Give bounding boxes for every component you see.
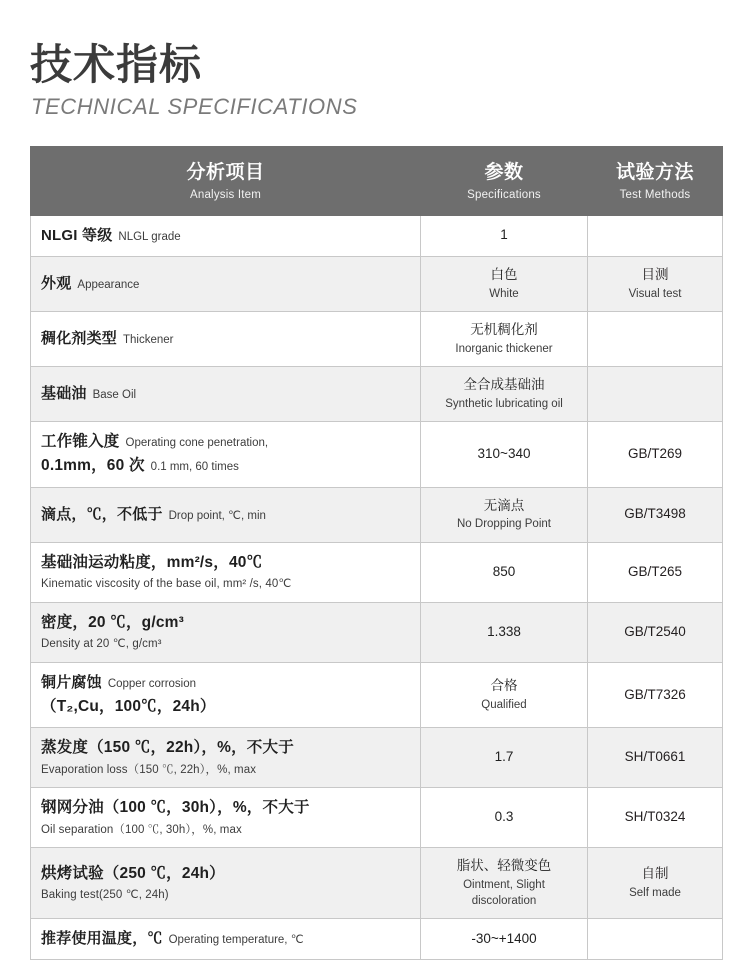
item-label-zh: 推荐使用温度，℃ [41, 930, 163, 948]
table-row [31, 421, 723, 487]
method-zh: GB/T3498 [624, 506, 686, 522]
table-row [31, 542, 723, 602]
cell-test-method [588, 788, 723, 848]
item-label-en: Operating temperature, ℃ [168, 934, 304, 947]
table-row [31, 311, 723, 366]
cell-test-method [588, 311, 723, 366]
value-en: Inorganic thickener [455, 342, 553, 355]
cell-test-method [588, 542, 723, 602]
item-label-zh: 烘烤试验（250 ℃，24h） [41, 864, 225, 882]
cell-test-method [588, 215, 723, 256]
page-title-zh: 技术指标 [30, 41, 203, 88]
value-number: -30~+1400 [471, 930, 537, 946]
cell-test-method [588, 848, 723, 919]
method-zh: 自制 [641, 866, 669, 882]
method-en: Visual test [628, 287, 682, 300]
cell-analysis-item [31, 542, 421, 602]
cell-specification [421, 788, 588, 848]
method-zh: GB/T7326 [624, 686, 686, 702]
cell-test-method [588, 602, 723, 662]
cell-test-method [588, 919, 723, 960]
table-row [31, 848, 723, 919]
item-label-zh: 铜片腐蚀 [41, 673, 102, 691]
value-zh: 脂状、轻微变色 [456, 858, 552, 874]
value-number: 0.3 [494, 809, 514, 825]
value-en: No Dropping Point [457, 518, 551, 531]
method-en: Self made [629, 887, 681, 900]
column-header-zh: 试验方法 [615, 162, 694, 184]
cell-specification [421, 487, 588, 542]
item-label-zh: 密度，20 ℃，g/cm³ [41, 613, 184, 631]
cell-specification [421, 602, 588, 662]
item-label-zh: 蒸发度（150 ℃，22h），%，不大于 [41, 739, 294, 757]
item-label-en: Baking test(250 ℃, 24h) [41, 889, 169, 902]
cell-analysis-item [31, 919, 421, 960]
item-label-en-line2: 0.1 mm, 60 times [150, 461, 239, 474]
value-en: Synthetic lubricating oil [445, 397, 563, 410]
page-title-en: TECHNICAL SPECIFICATIONS [31, 94, 358, 120]
table-row [31, 256, 723, 311]
table-row [31, 728, 723, 788]
item-label-en: Evaporation loss（150 ℃, 22h），%, max [41, 763, 257, 776]
cell-test-method [588, 421, 723, 487]
cell-specification [421, 542, 588, 602]
item-label-en: Density at 20 ℃, g/cm³ [41, 638, 162, 651]
cell-test-method [588, 487, 723, 542]
cell-test-method [588, 662, 723, 727]
value-en: White [489, 287, 519, 300]
cell-test-method [588, 256, 723, 311]
table-row [31, 215, 723, 256]
item-label-en: Thickener [123, 333, 174, 346]
item-label-en: Oil separation（100 ℃, 30h），%, max [41, 823, 242, 836]
table-row [31, 602, 723, 662]
cell-analysis-item [31, 366, 421, 421]
value-number: 1 [500, 227, 508, 243]
item-label-zh: NLGI 等级 [41, 226, 113, 244]
method-zh: GB/T265 [627, 563, 683, 579]
item-label-zh: 滴点，℃，不低于 [41, 505, 163, 523]
cell-specification [421, 215, 588, 256]
item-label-en: Base Oil [92, 388, 137, 401]
cell-specification [421, 919, 588, 960]
cell-analysis-item [31, 602, 421, 662]
item-label-zh: 稠化剂类型 [41, 329, 118, 347]
item-label-zh: 外观 [41, 274, 72, 292]
column-header-test-methods [588, 147, 723, 216]
cell-analysis-item [31, 728, 421, 788]
table-header-row [31, 147, 723, 216]
cell-analysis-item [31, 487, 421, 542]
table-row [31, 487, 723, 542]
table-row [31, 366, 723, 421]
column-header-en: Test Methods [619, 188, 691, 201]
method-zh: GB/T2540 [624, 623, 686, 639]
method-zh: GB/T269 [627, 445, 683, 461]
table-row [31, 662, 723, 727]
item-label-zh: 基础油运动粘度，mm²/s，40℃ [41, 553, 263, 571]
column-header-en: Specifications [467, 188, 541, 201]
item-label-en: NLGL grade [118, 230, 181, 243]
column-header-en: Analysis Item [190, 188, 261, 201]
column-header-zh: 参数 [484, 162, 524, 184]
cell-specification [421, 256, 588, 311]
table-row [31, 788, 723, 848]
item-label-zh: 钢网分油（100 ℃，30h），%，不大于 [41, 799, 310, 817]
item-label-zh-line2: （T₂,Cu，100℃，24h） [41, 697, 216, 715]
item-label-en: Appearance [77, 278, 140, 291]
method-zh: SH/T0324 [624, 809, 686, 825]
item-label-en: Drop point, ℃, min [168, 509, 266, 522]
value-number: 1.7 [494, 749, 514, 765]
column-header-specifications [421, 147, 588, 216]
value-zh: 全合成基础油 [463, 376, 545, 392]
cell-test-method [588, 366, 723, 421]
value-en: Qualified [481, 698, 527, 711]
cell-specification [421, 311, 588, 366]
table-row [31, 919, 723, 960]
item-label-en: Kinematic viscosity of the base oil, mm² /s, 40℃ [41, 578, 292, 591]
cell-analysis-item [31, 215, 421, 256]
cell-specification [421, 421, 588, 487]
column-header-analysis-item [31, 147, 421, 216]
value-zh: 合格 [490, 677, 518, 693]
value-number: 850 [492, 563, 516, 579]
technical-specifications-table [30, 146, 723, 960]
cell-specification [421, 662, 588, 727]
value-zh: 无机稠化剂 [470, 321, 538, 337]
item-label-en: Copper corrosion [107, 677, 197, 690]
cell-analysis-item [31, 848, 421, 919]
cell-analysis-item [31, 311, 421, 366]
item-label-zh: 工作锥入度 [41, 432, 120, 450]
cell-analysis-item [31, 256, 421, 311]
table-body [31, 215, 723, 959]
cell-test-method [588, 728, 723, 788]
cell-analysis-item [31, 662, 421, 727]
cell-specification [421, 848, 588, 919]
item-label-en: Operating cone penetration, [125, 436, 269, 449]
cell-specification [421, 366, 588, 421]
value-number: 1.338 [487, 623, 521, 639]
item-label-zh-line2: 0.1mm，60 次 [41, 457, 145, 475]
cell-analysis-item [31, 788, 421, 848]
value-zh: 白色 [490, 266, 518, 282]
value-en: Ointment, Slight discoloration [463, 879, 545, 908]
cell-analysis-item [31, 421, 421, 487]
method-zh: SH/T0661 [624, 749, 686, 765]
method-zh: 目测 [641, 266, 669, 282]
column-header-zh: 分析项目 [186, 162, 265, 184]
value-number: 310~340 [477, 445, 531, 461]
item-label-zh: 基础油 [41, 384, 87, 402]
cell-specification [421, 728, 588, 788]
value-zh: 无滴点 [483, 497, 525, 513]
table-header [31, 147, 723, 216]
